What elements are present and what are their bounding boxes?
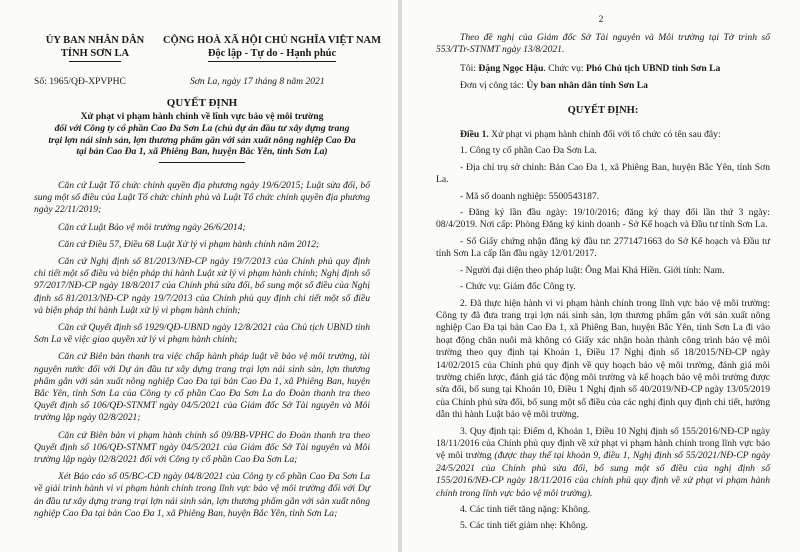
page-number: 2 [598,14,604,25]
signer-unit: Ủy ban nhân dân tỉnh Sơn La [526,80,648,92]
signer-line [436,63,770,75]
signer-unit-label: Đơn vị công tác: [460,80,527,92]
aggravating-item: 4. Các tình tiết tăng nặng: Không. [460,504,591,515]
document-subtitle [34,111,370,158]
signer-label: Tôi: [460,62,479,74]
document-number: Số: 1965/QĐ-XPVPHC [34,76,126,87]
mitigating-item: 5. Các tình tiết giảm nhẹ: Không. [460,520,588,532]
subtitle-line-1: Xử phạt vi phạm hành chính về lĩnh vực bảo vệ môi trường [80,111,324,122]
subtitle-line-4: tại bản Cao Đa 1, xã Phiêng Ban, huyện Bắc Yên, tỉnh Sơn La) [76,146,328,158]
issuing-agency [30,34,160,62]
basis-paragraph: Căn cứ Quyết định số 1929/QĐ-UBND ngày 12/8/2021 của Chủ tịch UBND tỉnh Sơn La về việc giao quyền xử lý vi phạm hành chính; [34,322,370,346]
basis-paragraph: Căn cứ Điều 57, Điều 68 Luật Xử lý vi phạm hành chính năm 2012; [58,238,320,250]
subtitle-line-2: đối với Công ty cổ phần Cao Đa Sơn La (chủ dự án đầu tư xây dựng trang [54,122,350,134]
place-date: Sơn La, ngày 17 tháng 8 năm 2021 [190,76,325,87]
signer-unit-line [436,80,770,92]
entity-registration: - Đăng ký lần đầu ngày: 19/10/2016; đăng ký thay đổi lần thứ 3 ngày: 08/4/2019. Nơi cấp: Phòng Đăng ký kinh doanh - Sở Kế hoạch và Đầu tư tỉnh Sơn La. [436,207,770,231]
violation-item: 2. Đã thực hiện hành vi vi phạm hành chính trong lĩnh vực bảo vệ môi trường: Công ty đã đưa trang trại lợn nái sinh sản, lợn thương phẩm gắn với sản xuất nông nghiệp Cao Đa tại bản Cao Đa 1, xã Phiêng Ban, huyện Bắc Yên, tỉnh Sơn La đi vào hoạt động chăn nuôi mà không có Giấy xác nhận hoàn thành công trình bảo vệ môi trường theo quy định tại Khoản 1, Điều 17 Nghị định số 18/2015/NĐ-CP ngày 14/02/2015 của Chính phủ quy định về quy hoạch bảo vệ môi trường, đánh giá môi trường chiến lược, đánh giá tác động môi trường và kế hoạch bảo vệ môi trường được sửa đổi, bổ sung tại Khoản 10, Điều 1 Nghị định số 40/2019/NĐ-CP ngày 13/05/2019 của Chính phủ sửa đổi, bổ sung một số điều của các nghị định quy định chi tiết, hướng dẫn thi hành Luật bảo vệ môi trường. [436,297,770,421]
entity-taxcode: - Mã số doanh nghiệp: 5500543187. [460,190,600,202]
document-title: QUYẾT ĐỊNH [166,97,238,109]
motto-underline [208,61,336,62]
national-motto [156,34,388,62]
signer-title: Phó Chủ tịch UBND tỉnh Sơn La [585,62,721,74]
entity-representative: - Người đại diện theo pháp luật: Ông Mai Khả Hiền. Giới tính: Nam. [460,264,725,276]
entity-address: - Địa chỉ trụ sở chính: Bản Cao Đa 1, xã Phiêng Ban, huyện Bắc Yên, tỉnh Sơn La. [436,161,770,186]
entity-investment-cert: - Số Giấy chứng nhận đăng ký đầu tư: 2771471663 do Sở Kế hoạch và Đầu tư tỉnh Sơn La cấp lần đầu ngày 12/01/2017. [436,235,770,260]
basis-paragraph: Căn cứ Luật Bảo vệ môi trường ngày 26/6/2014; [58,221,246,233]
decision-heading: QUYẾT ĐỊNH: [567,104,639,116]
basis-paragraph: Căn cứ Nghị định số 81/2013/NĐ-CP ngày 19/7/2013 của Chính phủ quy định chi tiết một số điều và biện pháp thi hành Luật xử lý vi phạm hành chính; Nghị định số 97/2017/NĐ-CP ngày 18/8/2017 của Chính phủ sửa đổi, bổ sung một số điều của Nghị định số 81/2013/NĐ-CP ngày 19/7/2013 của Chính phủ quy định chi tiết một số điều và biện pháp thi hành Luật xử lý vi phạm hành chính; [34,256,370,316]
entity-position: - Chức vụ: Giám đốc Công ty. [460,281,576,293]
subtitle-divider [159,162,245,163]
basis-paragraph: Căn cứ Biên bản vi phạm hành chính số 09/BB-VPHC do Đoàn thanh tra theo Quyết định số 106/QĐ-STNMT ngày 04/5/2021 của Giám đốc Sở Tài nguyên và Môi trường lập ngày 02/8/2021 đối với Công ty cổ phần Cao Đa Sơn La; [34,429,370,466]
regulation-item [436,426,770,500]
basis-paragraph: Căn cứ Biên bản thanh tra việc chấp hành pháp luật về bảo vệ môi trường, tài nguyên nước đối với Dự án đầu tư xây dựng trang trại lợn nái sinh sản, lợn thương phẩm gắn với sản xuất nông nghiệp Cao Đa tại bản Cao Đa 1, xã Phiêng Ban, huyện Bắc Yên, tỉnh Sơn La của Công ty cổ phần Cao Đa Sơn La do Đoàn thanh tra theo Quyết định số 106/QĐ-STNMT ngày 04/5/2021 của Giám đốc Sở Tài nguyên và Môi trường lập ngày 02/8/2021; [34,351,370,424]
agency-line-1: ỦY BAN NHÂN DÂN [45,35,145,46]
basis-paragraph: Xét Báo cáo số 05/BC-CĐ ngày 04/8/2021 của Công ty cổ phần Cao Đa Sơn La về giải trình hành vi vi phạm hành chính trong lĩnh vực bảo vệ môi trường đối với Dự án đầu tư xây dựng trang trại lợn nái sinh sản, lợn thương phẩm gắn với sản xuất nông nghiệp Cao Đa tại bản Cao Đa 1, xã Phiêng Ban, huyện Bắc Yên, tỉnh Sơn La; [34,471,370,519]
subtitle-line-3: trại lợn nái sinh sản, lợn thương phẩm gắn với sản xuất nông nghiệp Cao Đa [48,134,356,146]
document-page-2 [402,0,800,552]
article-1-text: Điều 1. Xử phạt vi phạm hành chính đối với tổ chức có tên sau đây: [460,129,721,141]
proposal-paragraph: Theo đề nghị của Giám đốc Sở Tài nguyên và Môi trường tại Tờ trình số 553/TTr-STNMT ngày 13/8/2021. [436,32,770,56]
article-1-label: Điều 1. [460,129,489,141]
legal-basis-list [34,180,370,520]
agency-line-2: TỈNH SƠN LA [60,48,130,59]
signer-title-label: . Chức vụ: [543,62,586,74]
entity-item: 1. Công ty cổ phần Cao Đa Sơn La. [460,145,597,157]
regulation-text: 3. Quy định tại: Điểm d, Khoản 1, Điều 10 Nghị định số 155/2016/NĐ-CP ngày 18/11/2016 của Chính phủ quy định về xử phạt vi phạm hành chính trong lĩnh vực bảo vệ môi trường [436,425,770,462]
document-page-1 [0,0,398,552]
signer-name: Đặng Ngọc Hậu [478,62,544,74]
regulation-amendment: (được thay thế tại khoản 9, điều 1, Nghị định số 55/2021/NĐ-CP ngày 24/5/2021 của Chính phủ sửa đổi, bổ sung một số điều của nghị định số 155/2016/NĐ-CP ngày 18/11/2016 của chính phủ quy định về xử phạt vi phạm hành chính trong lĩnh vực bảo vệ môi trường). [436,450,771,499]
page-2-body [436,32,770,533]
article-1 [436,129,770,141]
basis-paragraph: Căn cứ Luật Tổ chức chính quyền địa phương ngày 19/6/2015; Luật sửa đổi, bổ sung một số điều của Luật Tổ chức chính phủ và Luật Tổ chức chính quyền địa phương ngày 22/11/2019; [34,180,370,216]
nation-line-1: CỘNG HOÀ XÃ HỘI CHỦ NGHĨA VIỆT NAM [162,35,382,46]
nation-line-2: Độc lập - Tự do - Hạnh phúc [207,48,337,59]
agency-underline [69,61,121,62]
decision-header [34,97,370,163]
